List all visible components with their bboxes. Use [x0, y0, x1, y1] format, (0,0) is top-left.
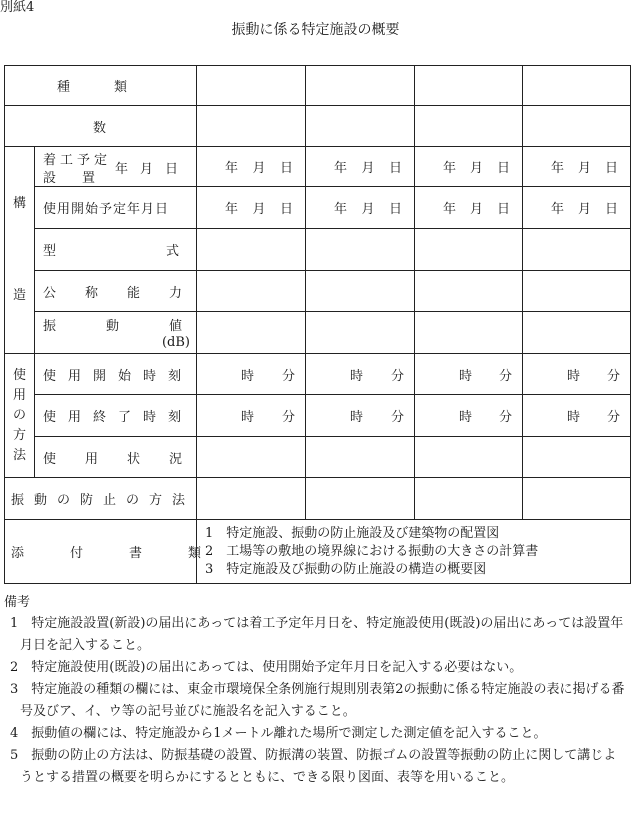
model-input-4[interactable] [523, 229, 631, 271]
structure-group-label: 構造 [12, 196, 26, 303]
start-use-date-2[interactable]: 年 月 日 [306, 187, 415, 229]
prevention-label: 振動の防止の方法 [11, 493, 196, 508]
attachment-item: 1 特定施設、振動の防止施設及び建築物の配置図 [205, 525, 500, 541]
vibration-value-input-3[interactable] [415, 312, 523, 354]
note-item: 5 振動の防止の方法は、防振基礎の設置、防振溝の装置、防振ゴムの設置等振動の防止に関して講じようとする措置の概要を明らかにするとともに、できる限り図面、表等を用いること。 [10, 748, 617, 785]
method-group-cell [5, 354, 35, 478]
notes-heading: 備考 [4, 595, 31, 610]
usage-label: 使用状況 [43, 451, 212, 467]
vibration-value-input-4[interactable] [523, 312, 631, 354]
type-input-4[interactable] [523, 66, 631, 106]
construction-ymd-label: 年月日 [115, 161, 191, 177]
prevention-input-3[interactable] [415, 478, 523, 520]
notes-section [4, 593, 628, 789]
note-item: 4 振動値の欄には、特定施設から1メートル離れた場所で測定した測定値を記入すること。 [10, 726, 547, 741]
count-row [5, 106, 631, 147]
vibration-unit-label: (dB) [161, 334, 191, 350]
model-input-2[interactable] [306, 229, 415, 271]
count-input-3[interactable] [415, 106, 523, 147]
start-use-date-1[interactable]: 年 月 日 [197, 187, 306, 229]
usage-input-4[interactable] [523, 437, 631, 478]
note-item: 3 特定施設の種類の欄には、東金市環境保全条例施行規則別表第2の振動に係る特定施設の表に掲げる番号及びア、イ、ウ等の記号並びに施設名を記入すること。 [10, 682, 625, 719]
start-use-date-label-cell [35, 187, 197, 229]
vibration-value-label-cell [35, 312, 233, 354]
structure-group-cell [5, 147, 35, 354]
prevention-input-2[interactable] [306, 478, 415, 520]
end-time-3[interactable]: 時 分 [415, 395, 523, 437]
end-time-4[interactable]: 時 分 [523, 395, 631, 437]
start-time-2[interactable]: 時 分 [306, 354, 415, 395]
end-time-label-cell [35, 395, 197, 437]
usage-input-3[interactable] [415, 437, 523, 478]
attachment-item: 3 特定施設及び振動の防止施設の構造の概要図 [205, 561, 487, 577]
count-input-2[interactable] [306, 106, 415, 147]
capacity-label: 公称能力 [43, 285, 212, 301]
facility-summary-table [4, 65, 631, 584]
type-input-2[interactable] [306, 66, 415, 106]
note-item: 2 特定施設使用(既設)の届出にあっては、使用開始予定年月日を記入する必要はない。 [10, 660, 523, 675]
prevention-input-4[interactable] [523, 478, 631, 520]
start-time-3[interactable]: 時 分 [415, 354, 523, 395]
construction-date-label-cell [35, 147, 197, 187]
construction-date-4[interactable]: 年 月 日 [523, 147, 631, 187]
construction-date-row [5, 147, 631, 187]
start-time-row [5, 354, 631, 395]
document-label: 別紙4 [0, 0, 35, 15]
method-group-label: 使用の方法 [12, 367, 26, 463]
prevention-row [5, 478, 631, 520]
type-row [5, 66, 631, 106]
start-time-label-cell [35, 354, 197, 395]
attachments-label-cell [5, 520, 248, 584]
construction-date-2[interactable]: 年 月 日 [306, 147, 415, 187]
construction-label-a: 着工予定 [43, 152, 112, 168]
attachment-item: 2 工場等の敷地の境界線における振動の大きさの計算書 [205, 543, 539, 559]
type-input-3[interactable] [415, 66, 523, 106]
type-label-cell [5, 66, 197, 106]
start-time-4[interactable]: 時 分 [523, 354, 631, 395]
end-time-label: 使用終了時刻 [43, 410, 194, 425]
start-use-date-4[interactable]: 年 月 日 [523, 187, 631, 229]
usage-input-1[interactable] [197, 437, 306, 478]
attachments-row [5, 520, 631, 584]
usage-row [5, 437, 631, 478]
attachments-list [197, 520, 631, 584]
vibration-value-input-2[interactable] [306, 312, 415, 354]
capacity-input-1[interactable] [197, 271, 306, 312]
usage-input-2[interactable] [306, 437, 415, 478]
attachments-label: 添付書類 [11, 546, 248, 561]
note-item: 1 特定施設設置(新設)の届出にあっては着工予定年月日を、特定施設使用(既設)の届出にあっては設置年月日を記入すること。 [10, 616, 624, 653]
model-label: 型式 [43, 244, 290, 259]
end-time-1[interactable]: 時 分 [197, 395, 306, 437]
construction-label-b: 設置 [43, 170, 122, 186]
start-time-1[interactable]: 時 分 [197, 354, 306, 395]
construction-date-1[interactable]: 年 月 日 [197, 147, 306, 187]
page-title: 振動に係る特定施設の概要 [231, 22, 400, 38]
capacity-input-4[interactable] [523, 271, 631, 312]
count-label: 数 [93, 120, 107, 136]
capacity-input-3[interactable] [415, 271, 523, 312]
vibration-value-label: 振動値 [43, 318, 233, 334]
count-label-cell [5, 106, 197, 147]
model-input-3[interactable] [415, 229, 523, 271]
end-time-2[interactable]: 時 分 [306, 395, 415, 437]
type-label: 種類 [57, 80, 172, 95]
start-time-label: 使用開始時刻 [43, 368, 194, 384]
prevention-input-1[interactable] [197, 478, 306, 520]
prevention-label-cell [5, 478, 197, 520]
count-input-4[interactable] [523, 106, 631, 147]
vibration-value-row [5, 312, 631, 354]
model-label-cell [35, 229, 290, 271]
capacity-row [5, 271, 631, 312]
start-use-date-label: 使用開始予定年月日 [43, 202, 170, 217]
start-use-date-3[interactable]: 年 月 日 [415, 187, 523, 229]
construction-date-3[interactable]: 年 月 日 [415, 147, 523, 187]
capacity-input-2[interactable] [306, 271, 415, 312]
type-input-1[interactable] [197, 66, 306, 106]
model-row [5, 229, 631, 271]
end-time-row [5, 395, 631, 437]
start-use-date-row [5, 187, 631, 229]
capacity-label-cell [35, 271, 212, 312]
count-input-1[interactable] [197, 106, 306, 147]
usage-label-cell [35, 437, 212, 478]
